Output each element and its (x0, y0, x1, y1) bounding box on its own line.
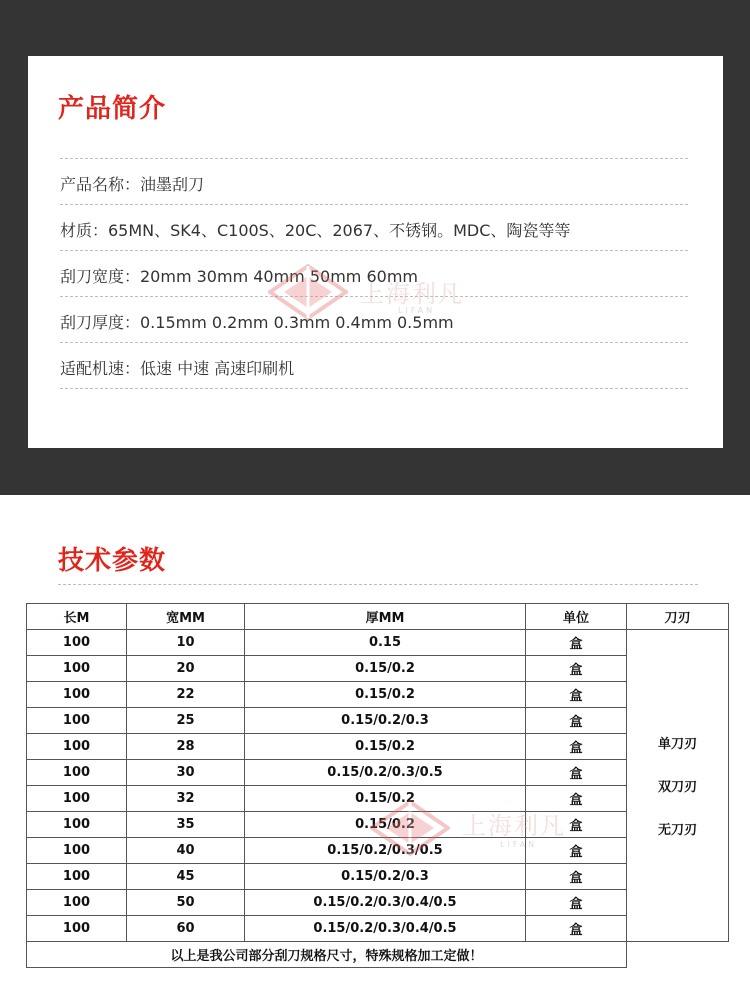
specs-title: 技术参数 (58, 546, 167, 576)
table-row (27, 656, 729, 682)
table-cell: 0.15/0.2 (245, 734, 526, 760)
table-header-cell: 宽MM (127, 604, 245, 630)
table-cell: 0.15/0.2 (245, 656, 526, 682)
table-cell: 盒 (526, 916, 627, 942)
table-cell: 35 (127, 812, 245, 838)
intro-title: 产品简介 (58, 94, 167, 124)
table-footer-row (27, 942, 729, 968)
intro-row-name: 产品名称：油墨刮刀 (60, 175, 205, 194)
watermark-sub: LIFAN (500, 840, 538, 849)
table-cell: 盒 (526, 630, 627, 656)
table-cell: 28 (127, 734, 245, 760)
table-cell: 60 (127, 916, 245, 942)
watermark (268, 264, 508, 324)
table-cell: 0.15/0.2/0.3 (245, 864, 526, 890)
table-cell: 0.15/0.2 (245, 786, 526, 812)
table-cell: 0.15/0.2/0.3/0.4/0.5 (245, 890, 526, 916)
table-cell: 100 (27, 656, 127, 682)
table-cell: 22 (127, 682, 245, 708)
table-cell: 盒 (526, 708, 627, 734)
table-row (27, 890, 729, 916)
table-row (27, 916, 729, 942)
product-intro-card (28, 56, 723, 448)
intro-row-speed: 适配机速：低速 中速 高速印刷机 (60, 359, 295, 378)
table-row (27, 682, 729, 708)
table-cell: 40 (127, 838, 245, 864)
divider (60, 342, 688, 343)
table-header-cell: 刀刃 (627, 604, 729, 630)
divider (60, 250, 688, 251)
table-cell: 100 (27, 786, 127, 812)
table-cell: 盒 (526, 864, 627, 890)
table-row (27, 864, 729, 890)
watermark (370, 800, 610, 860)
watermark-sub: LIFAN (398, 306, 436, 315)
table-cell: 100 (27, 838, 127, 864)
spec-table (26, 603, 729, 968)
table-cell: 盒 (526, 682, 627, 708)
table-header-cell: 厚MM (245, 604, 526, 630)
table-cell: 盒 (526, 838, 627, 864)
table-cell: 100 (27, 760, 127, 786)
table-cell: 32 (127, 786, 245, 812)
table-cell: 10 (127, 630, 245, 656)
table-cell: 盒 (526, 890, 627, 916)
divider (60, 204, 688, 205)
divider (60, 158, 688, 159)
table-cell: 0.15/0.2/0.3/0.5 (245, 760, 526, 786)
table-cell: 0.15/0.2/0.3/0.4/0.5 (245, 916, 526, 942)
table-cell: 100 (27, 812, 127, 838)
table-cell: 0.15/0.2 (245, 812, 526, 838)
table-row (27, 760, 729, 786)
table-cell: 50 (127, 890, 245, 916)
table-header-cell: 单位 (526, 604, 627, 630)
lifan-logo-icon (370, 800, 450, 856)
table-cell: 100 (27, 734, 127, 760)
table-cell: 0.15/0.2 (245, 682, 526, 708)
edge-type-label: 无刀刃 (657, 823, 697, 838)
table-cell: 盒 (526, 812, 627, 838)
watermark-text: 上海利凡 (360, 280, 464, 308)
table-cell: 25 (127, 708, 245, 734)
table-cell: 100 (27, 708, 127, 734)
table-cell: 100 (27, 864, 127, 890)
table-cell: 30 (127, 760, 245, 786)
table-cell: 100 (27, 630, 127, 656)
table-cell: 45 (127, 864, 245, 890)
table-footer-note: 以上是我公司部分刮刀规格尺寸，特殊规格加工定做！ (27, 942, 627, 968)
edge-type-label: 单刀刃 (657, 737, 697, 752)
table-cell: 0.15/0.2/0.3 (245, 708, 526, 734)
table-cell: 100 (27, 890, 127, 916)
table-cell: 100 (27, 682, 127, 708)
table-cell: 盒 (526, 786, 627, 812)
table-row (27, 630, 729, 656)
edge-type-cell (627, 630, 729, 942)
edge-type-label: 双刀刃 (657, 780, 697, 795)
table-cell: 盒 (526, 656, 627, 682)
table-cell: 100 (27, 916, 127, 942)
intro-row-material: 材质：65MN、SK4、C100S、20C、2067、不锈钢。MDC、陶瓷等等 (60, 221, 571, 240)
table-cell: 盒 (526, 734, 627, 760)
watermark-text: 上海利凡 (462, 812, 566, 840)
table-cell: 0.15/0.2/0.3/0.5 (245, 838, 526, 864)
table-cell: 0.15 (245, 630, 526, 656)
table-cell: 盒 (526, 760, 627, 786)
divider (60, 388, 688, 389)
table-header-cell: 长M (27, 604, 127, 630)
divider (58, 584, 698, 585)
table-cell: 20 (127, 656, 245, 682)
table-header-row (27, 604, 729, 630)
table-row (27, 734, 729, 760)
lifan-logo-icon (268, 264, 348, 320)
intro-row-width: 刮刀宽度：20mm 30mm 40mm 50mm 60mm (60, 267, 419, 286)
table-row (27, 708, 729, 734)
intro-row-thickness: 刮刀厚度：0.15mm 0.2mm 0.3mm 0.4mm 0.5mm (60, 313, 454, 332)
